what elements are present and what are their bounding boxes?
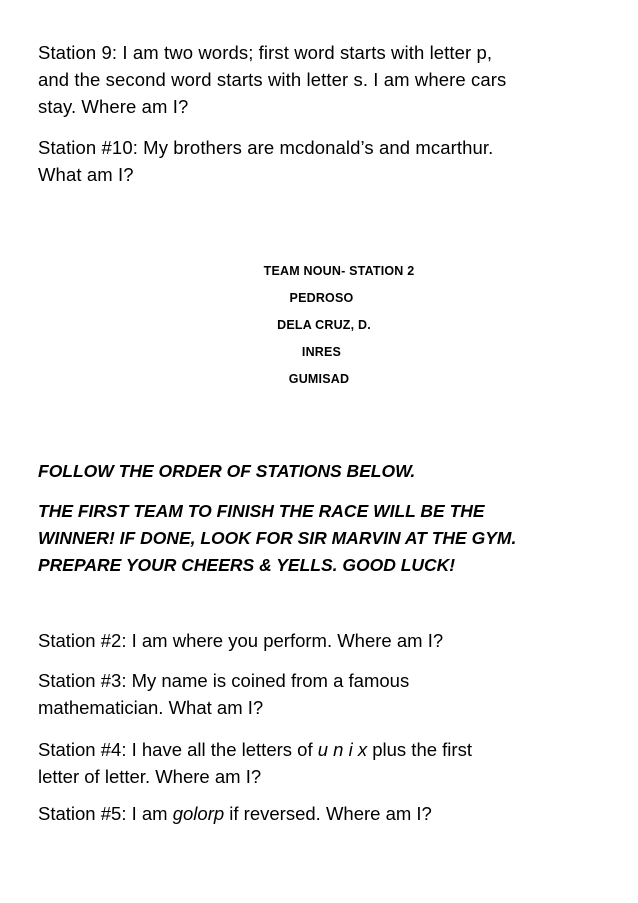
station-5-italic-word: golorp <box>172 803 225 824</box>
instruction-line-4: PREPARE YOUR CHEERS & YELLS. GOOD LUCK! <box>38 555 456 575</box>
instruction-line-3: WINNER! IF DONE, LOOK FOR SIR MARVIN AT THE GYM. <box>38 528 517 548</box>
instruction-rules <box>38 498 598 579</box>
station-9-clue <box>38 39 598 120</box>
station-4-italic-letters: u n i x <box>317 739 368 760</box>
station-5-prefix: Station #5: I am <box>38 803 173 824</box>
station-10-line-1: Station #10: My brothers are mcdonald’s and mcarthur. <box>38 137 494 158</box>
station-3-clue <box>38 667 598 721</box>
station-10-clue <box>38 134 598 188</box>
instruction-line-2: THE FIRST TEAM TO FINISH THE RACE WILL BE THE <box>38 501 485 521</box>
team-member: PEDROSO <box>289 291 354 305</box>
station-3-line-1: Station #3: My name is coined from a famous <box>38 670 410 691</box>
team-member: GUMISAD <box>288 372 350 386</box>
team-block <box>0 264 638 399</box>
station-4-suffix: plus the first <box>367 739 472 760</box>
station-5-line-1 <box>38 800 598 827</box>
station-9-line-1: Station 9: I am two words; first word starts with letter p, <box>38 42 493 63</box>
team-member: INRES <box>301 345 342 359</box>
station-2-line-1: Station #2: I am where you perform. Where am I? <box>38 630 444 651</box>
station-5-suffix: if reversed. Where am I? <box>224 803 432 824</box>
station-9-line-2: and the second word starts with letter s. I am where cars <box>38 69 507 90</box>
station-4-clue <box>38 736 598 790</box>
station-3-line-2: mathematician. What am I? <box>38 697 264 718</box>
station-4-prefix: Station #4: I have all the letters of <box>38 739 318 760</box>
station-10-line-2: What am I? <box>38 164 134 185</box>
station-2-clue <box>38 627 598 654</box>
team-member: DELA CRUZ, D. <box>277 318 371 332</box>
station-4-line-2: letter of letter. Where am I? <box>38 766 262 787</box>
station-9-line-3: stay. Where am I? <box>38 96 189 117</box>
station-5-clue <box>38 800 598 827</box>
station-4-line-1 <box>38 736 598 763</box>
team-title: TEAM NOUN- STATION 2 <box>263 264 415 278</box>
instruction-heading: FOLLOW THE ORDER OF STATIONS BELOW. <box>38 461 416 481</box>
